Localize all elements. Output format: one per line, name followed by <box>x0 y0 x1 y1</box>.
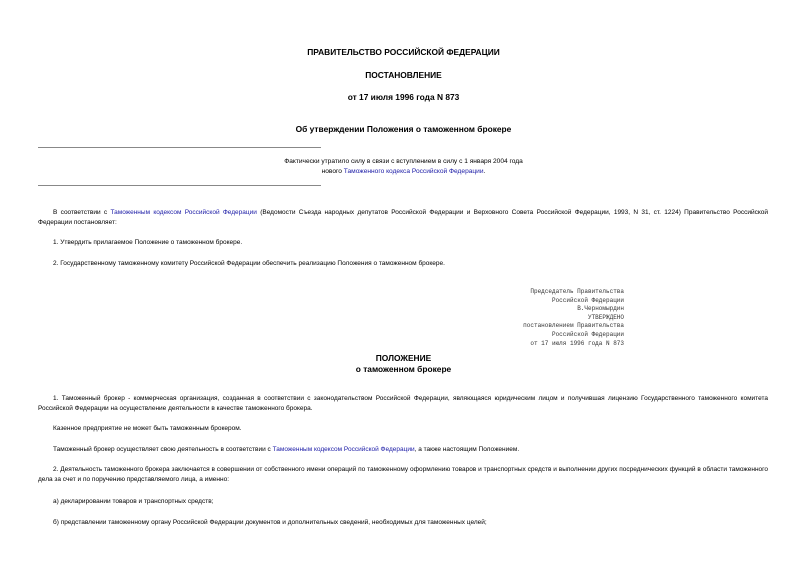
document-title: Об утверждении Положения о таможенном брокере <box>295 124 512 134</box>
regulation-subtitle: о таможенном брокере <box>355 364 452 374</box>
decree-item-1: 1. Утвердить прилагаемое Положение о таможенном брокере. <box>53 239 243 246</box>
intro-prefix: В соответствии с <box>53 209 111 216</box>
regulation-paragraph-4: 2. Деятельность таможенного брокера заключается в совершении от собственного имени операций по таможенному оформлению товаров и транспортных средств и выполнении других посреднических функций в области таможенного дела за счет и по поручению представляемого лица, а именно: <box>38 466 768 484</box>
status-note-line2 <box>0 167 807 177</box>
signature-line-1: Председатель Правительства <box>530 288 624 295</box>
p3-prefix: Таможенный брокер осуществляет свою деятельность в соответствии с <box>53 446 273 453</box>
status-note-suffix: . <box>483 168 486 175</box>
regulation-paragraph-1: 1. Таможенный брокер - коммерческая организация, созданная в соответствии с законодательством Российской Федерации, являющаяся юридическим лицом и получившая лицензию Государственного таможенного комитета Российской Федерации на осуществление деятельности в качестве таможенного брокера. <box>38 395 768 413</box>
signature-line-2: Российской Федерации <box>551 296 624 304</box>
regulation-title: ПОЛОЖЕНИЕ <box>375 353 432 363</box>
status-note-prefix: нового <box>321 168 344 175</box>
regulation-paragraph-3 <box>38 445 768 455</box>
customs-code-link[interactable]: Таможенного кодекса Российской Федерации <box>343 168 484 175</box>
intro-paragraph <box>38 208 768 229</box>
document-type-heading: ПОСТАНОВЛЕНИЕ <box>365 70 442 80</box>
signature-line-6: Российской Федерации <box>551 330 624 338</box>
signature-line-5: постановлением Правительства <box>523 322 624 330</box>
divider-bottom <box>38 185 321 186</box>
decree-item-2: 2. Государственному таможенному комитету Российской Федерации обеспечить реализацию Положения о таможенном брокере. <box>53 260 445 267</box>
regulation-paragraph-5: а) декларировании товаров и транспортных средств; <box>53 498 214 505</box>
regulation-customs-code-link[interactable]: Таможенным кодексом Российской Федерации <box>272 446 415 453</box>
status-note <box>0 157 807 177</box>
government-heading: ПРАВИТЕЛЬСТВО РОССИЙСКОЙ ФЕДЕРАЦИИ <box>307 47 500 57</box>
intro-suffix: (Ведомости Съезда народных депутатов Российской Федерации и Верховного Совета Российской Федерации, 1993, N 31, ст. 1224) Правительство Российской Федерации постановляет: <box>38 209 768 227</box>
signature-block <box>440 288 624 348</box>
p3-suffix: , а также настоящим Положением. <box>414 446 520 453</box>
signature-line-7: от 17 июля 1996 года N 873 <box>530 339 624 347</box>
divider-top <box>38 147 321 148</box>
intro-customs-code-link[interactable]: Таможенным кодексом Российской Федерации <box>110 209 257 216</box>
regulation-paragraph-6: б) представлении таможенному органу Российской Федерации документов и дополнительных сведений, необходимых для таможенных целей; <box>53 519 487 526</box>
status-note-line1: Фактически утратило силу в связи с вступлением в силу с 1 января 2004 года <box>284 158 523 165</box>
regulation-paragraph-2: Казенное предприятие не может быть таможенным брокером. <box>53 425 242 432</box>
date-number-heading: от 17 июля 1996 года N 873 <box>347 92 460 102</box>
signature-line-4: УТВЕРЖДЕНО <box>587 313 624 321</box>
signature-line-3: В.Черномырдин <box>577 305 624 313</box>
